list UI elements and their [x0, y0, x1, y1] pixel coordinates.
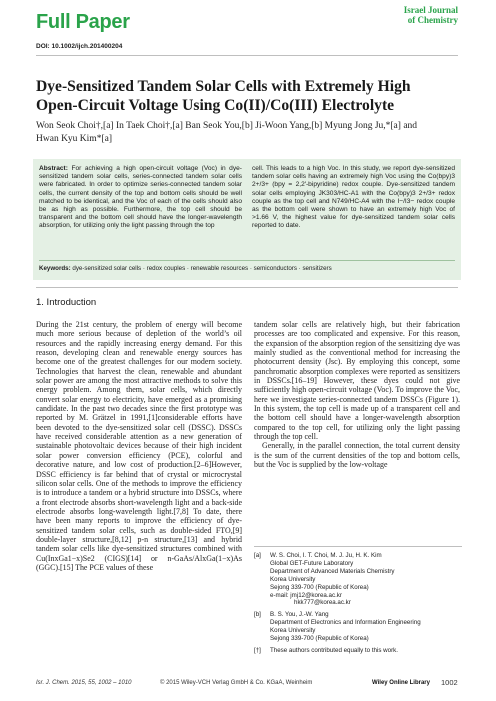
footer-wiley-online-library[interactable]: Wiley Online Library: [372, 680, 430, 686]
abstract-right-column: [252, 165, 455, 231]
abstract-label: Abstract:: [39, 165, 68, 172]
affiliation-label: [a]: [254, 552, 261, 559]
article-title: [36, 77, 466, 115]
header-divider: [36, 55, 458, 56]
body-left-column: [36, 320, 242, 572]
abstract-left-column: [39, 165, 242, 231]
affiliation-dagger: [254, 647, 462, 655]
journal-name-line1: Israel Journal: [403, 5, 458, 15]
affiliation-line: B. S. You, J.-W. Yang: [270, 611, 329, 619]
affiliation-line: Department of Electronics and Information Engineering: [270, 619, 421, 627]
affiliation-line: Global GET-Future Laboratory: [270, 559, 354, 567]
affiliation-line: Korea University: [270, 575, 316, 583]
section-divider: [36, 287, 458, 288]
authors-line2: Hwan Kyu Kim*[a]: [36, 134, 112, 144]
section-heading: 1. Introduction: [36, 297, 97, 308]
affiliation-line: Sejong 339-700 (Republic of Korea): [270, 635, 369, 643]
journal-name: [404, 5, 458, 25]
body-paragraph: During the 21st century, the problem of energy will become much more serious because of depletion of the world’s oil resources and the rapidly increasing energy demand. For this reason, developing clean and renewable energy sources has become one of the greatest challenges for our modern society. Technologies that harvest the clean, renewable and abundant solar power are among the most attractive methods to solve this energy problem. Among them, solar cells, which directly convert solar energy to electricity, have emerged as a promising candidate. In the past two decades since the first prototype was reported by M. Grätzel in 1991,[1]considerable efforts have been devoted to the dye-sensitized solar cell (DSSC). DSSCs have received considerable attention as a new generation of sustainable photovoltaic devices because of their high incident solar power conversion efficiency (PCE), colorful and decorative nature, and low cost of production.[2–6]However, DSSC efficiency is far behind that of crystal or microcrystal silicon solar cells. One of the methods to improve the efficiency is to introduce a tandem or a hybrid structure into DSSCs, where a front electrode absorbs short-wavelength light and a back-side electrode absorbs long-wavelength light.[7,8] To date, there have been many reports to improve the efficiency of dye-sensitized tandem solar cells, such as double-sided FTO,[9] double-layer structure,[8,12] p-n structure,[13] and hybrid tandem solar cells like dye-sensitized structures combined with Cu(InxGa1−x)Se2 (CIGS)[14] or n-GaAs/AlxGa(1−x)As (GGC).[15] The PCE values of these: [36, 320, 242, 572]
affiliation-divider: [254, 546, 462, 547]
keywords: [39, 265, 455, 272]
affiliation-line: Sejong 339-700 (Republic of Korea): [270, 583, 369, 591]
body-right-column: [254, 320, 460, 470]
affiliation-label: [†]: [254, 646, 261, 654]
abstract-text-right: cell. This leads to a high Voc. In this study, we report dye-sensitized tandem solar cells having an extremely high Voc using the Co(bpy)3 2+/3+ (bpy = 2,2′-bipyridine) redox couple. Dye-sensitized tandem solar cells employing JK303/HC-A1 with the Co(bpy)3 2+/3+ redox couple as the top cell and N749/HC-A4 with the I−/I3− redox couple as the bottom cell were shown to have an extremely high Voc of >1.66 V, the highest value for dye-sensitized tandem solar cells reported to date.: [252, 165, 455, 230]
affiliation-line: W. S. Choi, I. T. Choi, M. J. Ju, H. K. Kim: [270, 552, 382, 559]
authors-line1: Won Seok Choi†,[a] In Taek Choi†,[a] Ban Seok You,[b] Ji-Woon Yang,[b] Myung Jong Ju,*[a] and: [36, 121, 418, 131]
title-line2: Open-Circuit Voltage Using Co(II)/Co(III) Electrolyte: [36, 97, 395, 114]
body-paragraph: tandem solar cells are relatively high, but their fabrication processes are too complicated and expensive. For this reason, the expansion of the absorption region of the sensitizing dye was mainly studied as the conventional method for increasing the photocurrent density (Jsc). By employing this concept, some panchromatic absorption complexes were reported as sensitizers in DSSCs.[16–19] However, these dyes could not give sufficiently high open-circuit voltage (Voc). To improve the Voc, here we investigate series-connected tandem DSSCs (Figure 1). In this system, the top cell is made up of a transparent cell and the bottom cell should have a longer-wavelength absorption compared to the top cell, for utilizing only the light passing through the top cell.: [254, 320, 460, 442]
affiliation-email[interactable]: e-mail: jmj12@korea.ac.kr: [270, 591, 342, 599]
footer-copyright: © 2015 Wiley-VCH Verlag GmbH & Co. KGaA, Weinheim: [160, 680, 313, 686]
doi[interactable]: DOI: 10.1002/ijch.201400204: [36, 43, 123, 50]
author-list: [36, 120, 458, 146]
affiliation-line: These authors contributed equally to this work.: [270, 646, 398, 654]
affiliation-b: [254, 611, 462, 643]
section-label: Full Paper: [36, 11, 130, 33]
affiliation-email[interactable]: hkk777@korea.ac.kr: [294, 599, 351, 607]
keywords-divider: [39, 260, 455, 261]
affiliation-line: Department of Advanced Materials Chemistry: [270, 567, 395, 575]
affiliation-a: [254, 552, 462, 607]
affiliation-label: [b]: [254, 611, 261, 619]
body-paragraph: Generally, in the parallel connection, the total current density is the sum of the current densities of the top and bottom cells, but the Voc is supplied by the low-voltage: [254, 441, 460, 470]
journal-name-line2: of Chemistry: [407, 15, 458, 25]
affiliations: [254, 552, 462, 659]
page-number: 1002: [441, 678, 458, 687]
keywords-label: Keywords:: [39, 265, 71, 272]
title-line1: Dye-Sensitized Tandem Solar Cells with Extremely High: [36, 78, 411, 95]
footer-citation: Isr. J. Chem. 2015, 55, 1002 – 1010: [36, 680, 132, 686]
affiliation-line: Korea University: [270, 627, 316, 635]
abstract-text-left: For achieving a high open-circuit voltage (Voc) in dye-sensitized tandem solar cells, series-connected tandem solar cells were fabricated. In order to optimize series-connected tandem solar cells, the current density of the top and bottom cells should be well matched to be identical, and the Voc of each of the cells should also be as high as possible. Furthermore, the top cell should be transparent and the bottom cell should have the longer-wavelength absorption, for utilizing only the light passing through the top: [39, 165, 242, 230]
keywords-text: dye-sensitized solar cells · redox couples · renewable resources · semiconductors · sensitizers: [72, 265, 332, 272]
abstract-box: [33, 159, 461, 280]
